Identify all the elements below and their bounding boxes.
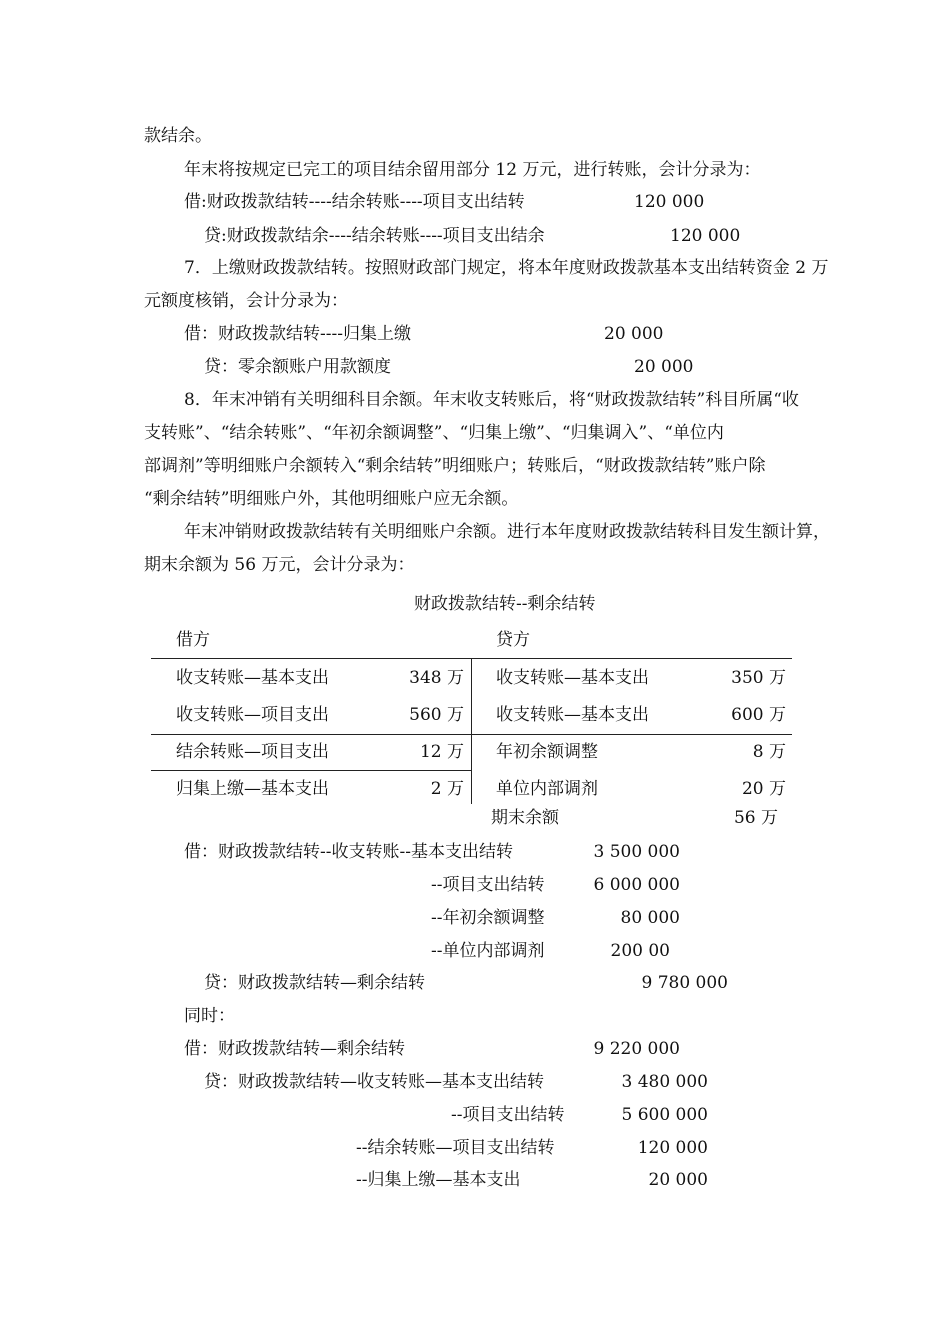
journal-debit-amount: 9 220 000 xyxy=(593,1039,680,1059)
t-account-debit-total-line xyxy=(151,770,471,771)
text-line: 7．上缴财政拨款结转。按照财政部门规定，将本年度财政拨款基本支出结转资金 2 万 xyxy=(184,258,829,278)
journal-credit-text: --归集上缴—基本支出 xyxy=(356,1170,521,1190)
t-account-credit-amount: 20 万 xyxy=(741,779,786,799)
text-line: “剩余结转”明细账户外，其他明细账户应无余额。 xyxy=(144,489,519,509)
journal-credit-text: --结余转账—项目支出结转 xyxy=(356,1138,555,1158)
text-line: 8．年末冲销有关明细科目余额。年末收支转账后，将“财政拨款结转”科目所属“收 xyxy=(184,390,799,410)
journal-credit-amount: 120 000 xyxy=(670,226,741,246)
t-account-debit-amount: 12 万 xyxy=(419,742,464,762)
text-line: 期末余额为 56 万元，会计分录为： xyxy=(144,555,415,575)
text-line: 年末将按规定已完工的项目结余留用部分 12 万元，进行转账，会计分录为： xyxy=(184,160,761,180)
journal-credit-text: 贷：财政拨款结转—剩余结转 xyxy=(204,973,425,993)
journal-credit-text: --项目支出结转 xyxy=(451,1105,565,1125)
journal-credit-text: 贷：财政拨款结转—收支转账—基本支出结转 xyxy=(204,1072,544,1092)
text-line: 同时： xyxy=(184,1006,235,1026)
journal-debit-text: --单位内部调剂 xyxy=(431,941,545,961)
text-line: 元额度核销，会计分录为： xyxy=(144,291,348,311)
t-account-credit-amount: 600 万 xyxy=(731,705,786,725)
t-account-credit-amount: 350 万 xyxy=(731,668,786,688)
journal-credit-text: 贷:财政拨款结余----结余转账----项目支出结余 xyxy=(204,226,545,246)
t-account-debit-header: 借方 xyxy=(176,630,210,650)
text-line: 年末冲销财政拨款结转有关明细账户余额。进行本年度财政拨款结转科目发生额计算， xyxy=(184,522,830,542)
t-account-debit-label: 收支转账—基本支出 xyxy=(176,668,329,688)
t-account-credit-header: 贷方 xyxy=(496,630,530,650)
t-account-credit-label: 单位内部调剂 xyxy=(496,779,598,799)
t-account-ending-label: 期末余额 xyxy=(491,808,559,828)
journal-credit-text: 贷：零余额账户用款额度 xyxy=(204,357,391,377)
text-line: 支转账”、“结余转账”、“年初余额调整”、“归集上缴”、“归集调入”、“单位内 xyxy=(144,423,724,443)
t-account-debit-amount: 2 万 xyxy=(430,779,464,799)
text-line: 部调剂”等明细账户余额转入“剩余结转”明细账户；转账后，“财政拨款结转”账户除 xyxy=(144,456,766,476)
journal-credit-amount: 120 000 xyxy=(637,1138,708,1158)
journal-debit-text: 借:财政拨款结转----结余转账----项目支出结转 xyxy=(184,192,525,212)
t-account-mid-line xyxy=(151,734,792,735)
t-account-credit-label: 年初余额调整 xyxy=(496,742,598,762)
journal-debit-text: 借：财政拨款结转----归集上缴 xyxy=(184,324,411,344)
t-account-debit-label: 归集上缴—基本支出 xyxy=(176,779,329,799)
t-account-debit-amount: 560 万 xyxy=(409,705,464,725)
t-account-credit-label: 收支转账—基本支出 xyxy=(496,705,649,725)
text-line: 款结余。 xyxy=(144,126,212,146)
t-account-debit-label: 收支转账—项目支出 xyxy=(176,705,329,725)
journal-debit-text: --年初余额调整 xyxy=(431,908,545,928)
journal-credit-amount: 5 600 000 xyxy=(621,1105,708,1125)
t-account-debit-label: 结余转账—项目支出 xyxy=(176,742,329,762)
t-account-divider xyxy=(471,658,472,804)
journal-debit-text: 借：财政拨款结转—剩余结转 xyxy=(184,1039,405,1059)
journal-credit-amount: 20 000 xyxy=(634,357,694,377)
t-account-title: 财政拨款结转--剩余结转 xyxy=(414,594,596,614)
t-account-ending-amount: 56 万 xyxy=(733,808,778,828)
journal-debit-amount: 6 000 000 xyxy=(593,875,680,895)
journal-debit-amount: 200 00 xyxy=(610,941,670,961)
journal-debit-text: 借：财政拨款结转--收支转账--基本支出结转 xyxy=(184,842,513,862)
t-account-credit-label: 收支转账—基本支出 xyxy=(496,668,649,688)
journal-credit-amount: 3 480 000 xyxy=(621,1072,708,1092)
t-account-debit-amount: 348 万 xyxy=(409,668,464,688)
journal-debit-amount: 80 000 xyxy=(620,908,680,928)
journal-credit-amount: 9 780 000 xyxy=(641,973,728,993)
t-account-credit-amount: 8 万 xyxy=(752,742,786,762)
journal-debit-text: --项目支出结转 xyxy=(431,875,545,895)
journal-debit-amount: 3 500 000 xyxy=(593,842,680,862)
journal-credit-amount: 20 000 xyxy=(648,1170,708,1190)
journal-debit-amount: 120 000 xyxy=(634,192,705,212)
journal-debit-amount: 20 000 xyxy=(604,324,664,344)
